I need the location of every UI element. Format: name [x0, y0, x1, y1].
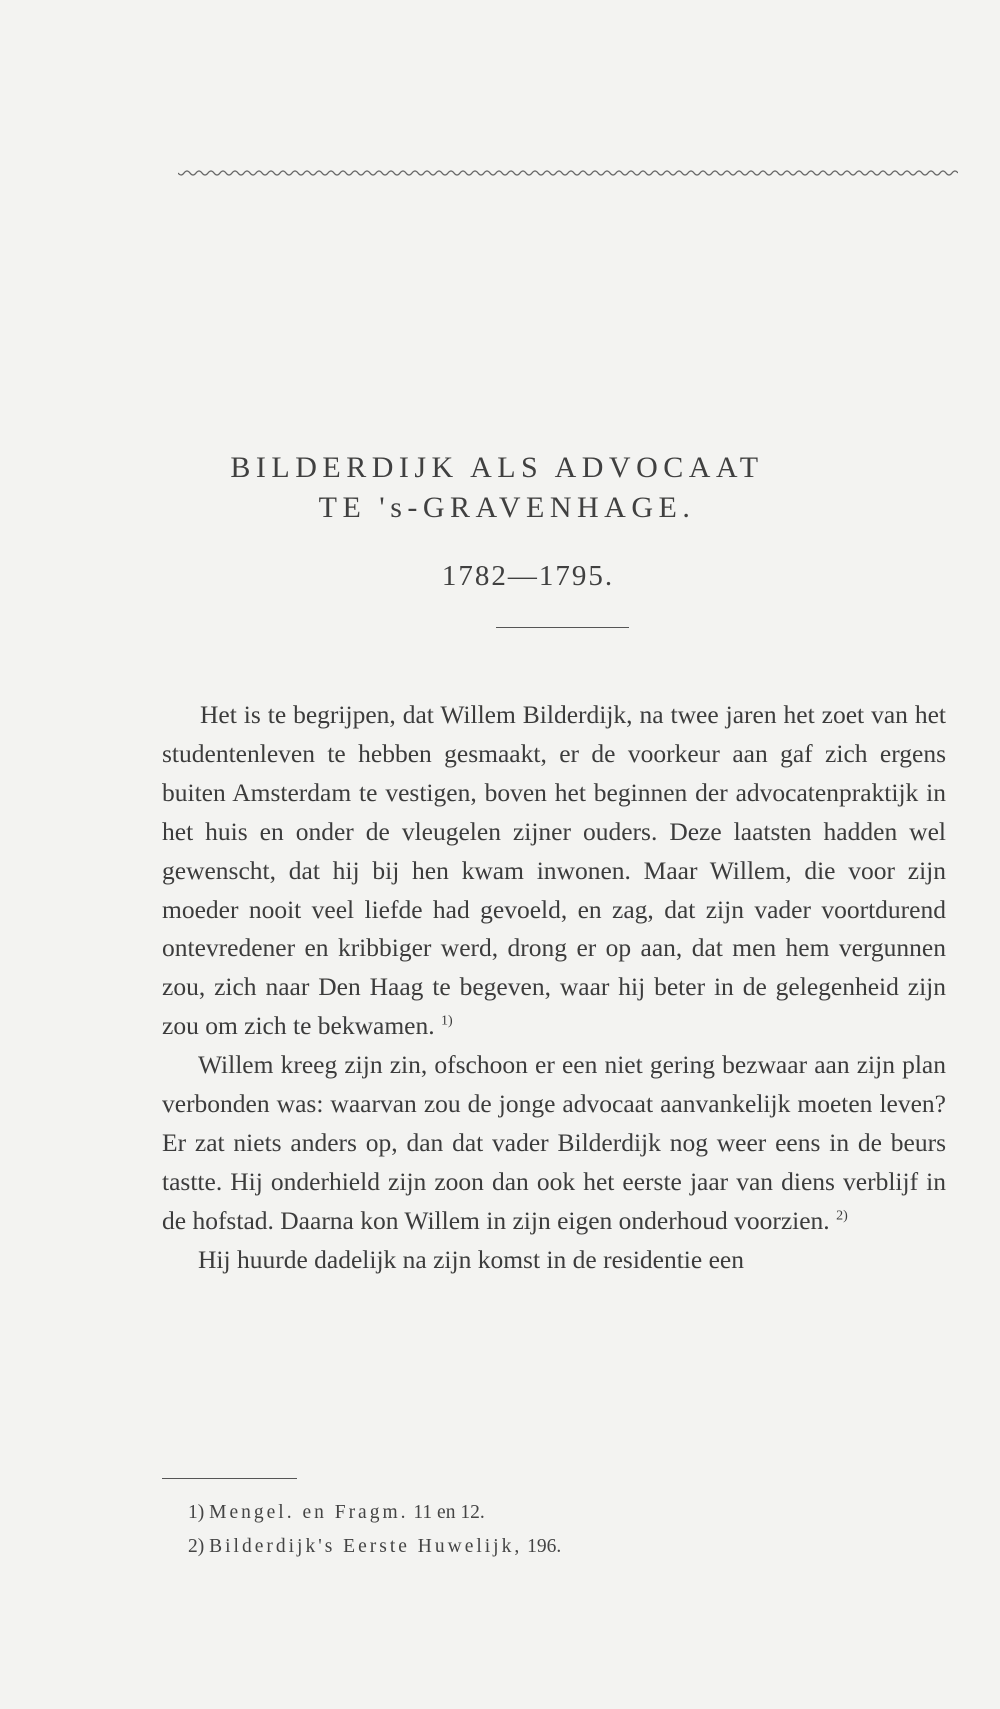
footnote-marker: 1) [188, 1502, 205, 1523]
footnote-source: Bilderdijk's Eerste Huwelijk, [209, 1536, 523, 1557]
footnote-pages: 196. [527, 1536, 562, 1557]
chapter-years: 1782—1795. [441, 560, 615, 592]
paragraph-3 [162, 1241, 946, 1280]
footnote-source: Mengel. en Fragm. [209, 1502, 409, 1523]
footnote-pages: 11 en 12. [413, 1502, 485, 1523]
paragraph-2-text: Willem kreeg zijn zin, ofschoon er een niet gering bezwaar aan zijn plan verbonden was: waarvan zou de jonge advocaat aanvankelijk moeten leven? Er zat niets anders op, dan dat vader Bilderdijk nog weer eens in de beurs tastte. Hij onderhield zijn zoon dan ook het eerste jaar van diens verblijf in de hofstad. Daarna kon Willem in zijn eigen onderhoud voorzien. [162, 1050, 946, 1235]
chapter-title-line-1: BILDERDIJK ALS ADVOCAAT [230, 451, 764, 484]
paragraph-3-text: Hij huurde dadelijk na zijn komst in de residentie een [198, 1244, 744, 1274]
paragraph-1-text: Het is te begrijpen, dat Willem Bilderdijk, na twee jaren het zoet van het studentenleven te hebben gesmaakt, er de voorkeur aan gaf zich ergens buiten Amsterdam te vestigen, boven het beginnen der advocatenpraktijk in het huis en onder de vleugelen zijner ouders. Deze laatsten hadden wel gewenscht, dat hij bij hen kwam inwonen. Maar Willem, die voor zijn moeder nooit veel liefde had gevoeld, en zag, dat zijn vader voortdurend ontevredener en kribbiger werd, drong er op aan, dat men hem vergunnen zou, zich naar Den Haag te begeven, waar hij beter in de gelegenheid zijn zou om zich te bekwamen. [162, 700, 946, 1041]
wavy-ornament-rule [178, 166, 958, 180]
footnote-1 [188, 1496, 908, 1530]
footnote-2 [188, 1530, 908, 1564]
footnote-marker: 2) [188, 1536, 205, 1557]
title-divider [496, 627, 629, 628]
footnote-ref-2: 2) [836, 1208, 848, 1224]
body-text [162, 696, 946, 1280]
footnotes [188, 1496, 908, 1564]
footnote-ref-1: 1) [440, 1013, 453, 1029]
footnote-divider [162, 1478, 297, 1479]
chapter-heading [0, 448, 1000, 593]
paragraph-2 [162, 1046, 946, 1241]
chapter-title-line-2: TE 's-GRAVENHAGE. [318, 491, 696, 524]
paragraph-1 [162, 696, 946, 1046]
